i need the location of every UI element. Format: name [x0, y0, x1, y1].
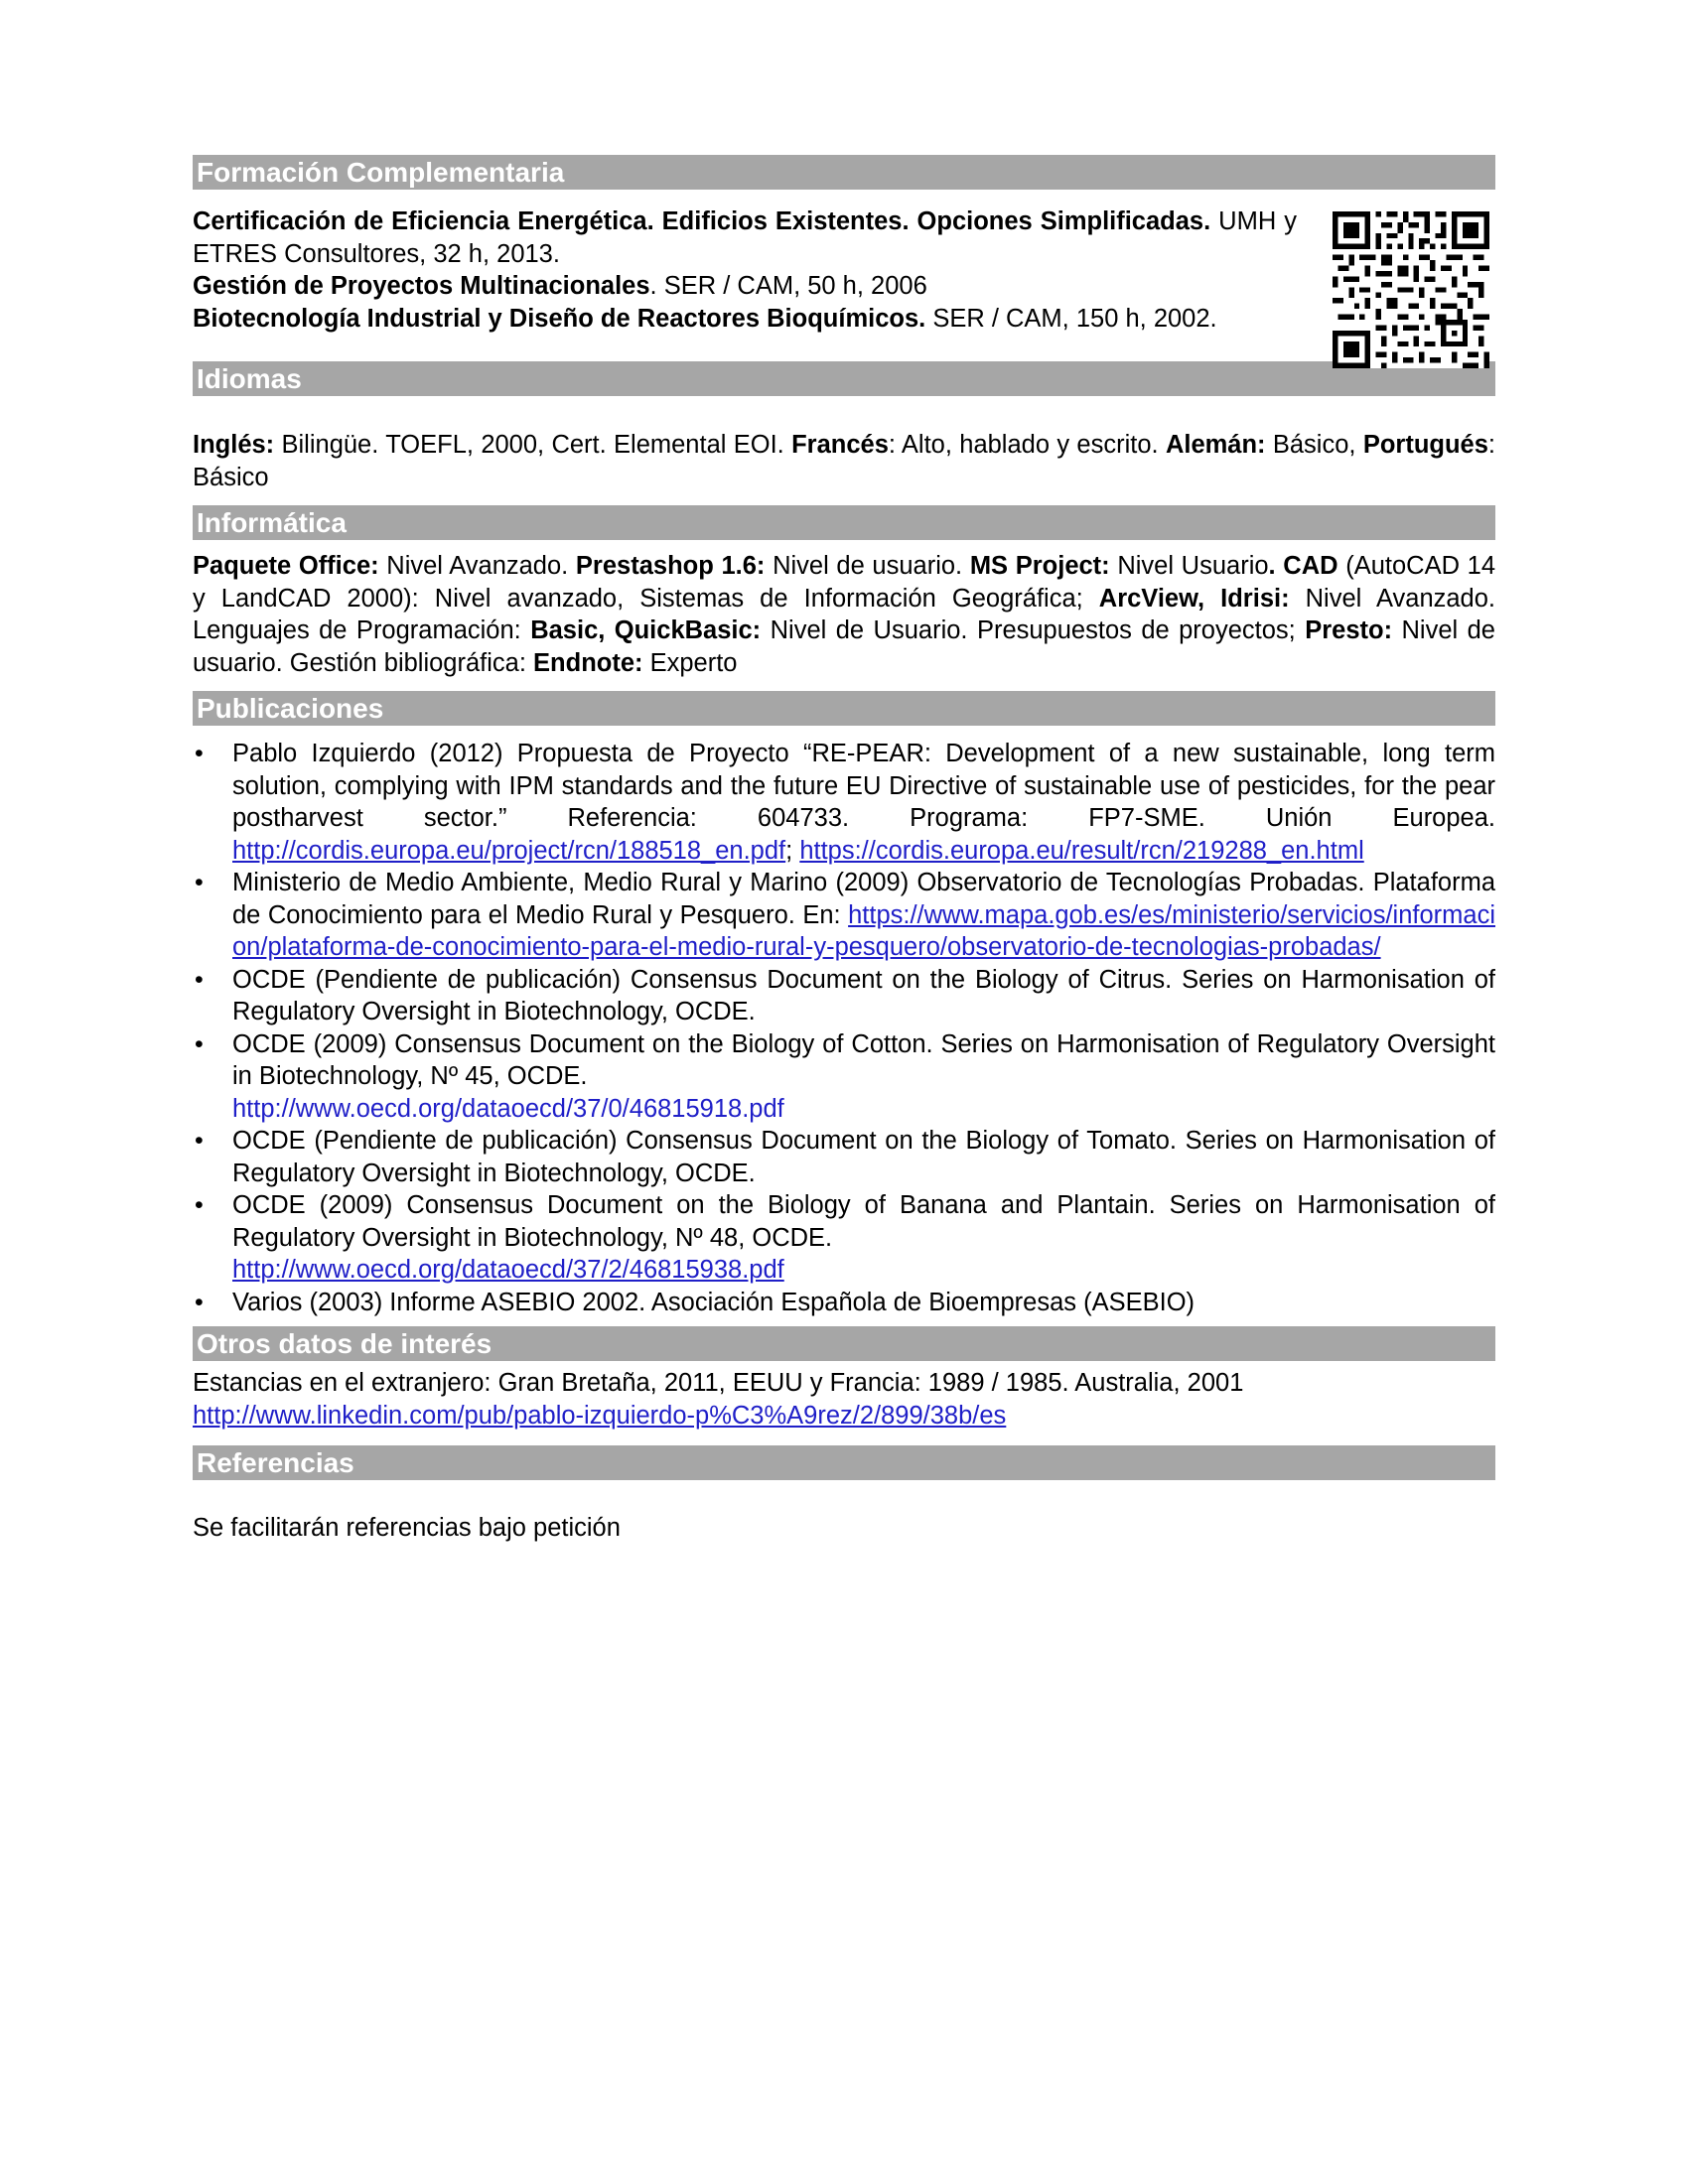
publications-list [193, 738, 1495, 1318]
skill-level: Nivel de usuario. [765, 552, 970, 580]
publication-link[interactable]: http://www.oecd.org/dataoecd/37/0/46815918.pdf [232, 1094, 784, 1123]
list-item [193, 1189, 1495, 1287]
list-item [193, 1287, 1495, 1319]
skill-level: Nivel de Usuario. Presupuestos de proyectos; [761, 616, 1306, 644]
skill-label: Endnote: [533, 648, 643, 677]
skill-label: Prestashop 1.6: [575, 552, 766, 580]
course-details: . SER / CAM, 50 h, 2006 [649, 272, 927, 300]
publication-text: OCDE (2009) Consensus Document on the Biology of Banana and Plantain. Series on Harmonisation of Regulatory Oversight in Biotechnology, Nº 48, OCDE. [232, 1191, 1495, 1252]
formacion-block [193, 205, 1495, 335]
section-header-otros: Otros datos de interés [193, 1326, 1495, 1361]
course-title: Biotecnología Industrial y Diseño de Reactores Bioquímicos. [193, 304, 926, 333]
skill-level: (AutoCAD 14 y LandCAD 2000): Nivel avanzado, Sistemas de Información Geográfica; [193, 552, 1496, 613]
list-item [193, 738, 1495, 867]
language-label: Portugués [1362, 431, 1488, 459]
section-header-publicaciones: Publicaciones [193, 691, 1495, 726]
publication-text: Ministerio de Medio Ambiente, Medio Rural y Marino (2009) Observatorio de Tecnologías Probadas. Plataforma de Conocimiento para el Medio Rural y Pesquero. En: [232, 869, 1495, 929]
skill-label: MS Project: [969, 552, 1110, 580]
section-header-formacion: Formación Complementaria [193, 155, 1495, 190]
skill-level: Nivel Avanzado. Lenguajes de Programación: [193, 584, 1496, 644]
skill-label: Paquete Office: [193, 552, 379, 580]
list-item [193, 964, 1495, 1028]
skill-label: Presto: [1305, 616, 1393, 644]
language-level: Bilingüe. TOEFL, 2000, Cert. Elemental EOI. [274, 431, 792, 459]
language-label: Francés [791, 431, 889, 459]
course-details: SER / CAM, 150 h, 2002. [925, 304, 1217, 333]
skill-level: Experto [642, 648, 738, 677]
language-level: : Básico [193, 431, 1496, 491]
list-item [193, 1028, 1495, 1126]
linkedin-link[interactable]: http://www.linkedin.com/pub/pablo-izquierdo-p%C3%A9rez/2/899/38b/es [193, 1401, 1007, 1430]
language-level: : Alto, hablado y escrito. [888, 431, 1166, 459]
course-title: Gestión de Proyectos Multinacionales [193, 272, 650, 300]
language-label: Inglés: [193, 431, 275, 459]
section-header-informatica: Informática [193, 505, 1495, 540]
link-separator: ; [785, 836, 800, 865]
publication-link[interactable]: http://cordis.europa.eu/project/rcn/188518_en.pdf [232, 836, 786, 865]
referencias-text: Se facilitarán referencias bajo petición [193, 1514, 621, 1542]
skill-level: Nivel Usuario [1109, 552, 1269, 580]
list-item [193, 867, 1495, 964]
skill-label: . CAD [1268, 552, 1338, 580]
course-title: Certificación de Eficiencia Energética. Edificios Existentes. Opciones Simplificadas. [193, 207, 1211, 235]
formacion-text [193, 205, 1297, 335]
skill-level: Nivel de usuario. Gestión bibliográfica: [193, 616, 1495, 677]
publication-text: Pablo Izquierdo (2012) Propuesta de Proyecto “RE-PEAR: Development of a new sustainable, long term solution, complying with IPM standards and the future EU Directive of sustainable use of pesticides, for the pear postharvest sector.” Referencia: 604733. Programa: FP7-SME. Unión Europea. [232, 740, 1495, 832]
idiomas-text [193, 429, 1495, 493]
document-page [193, 155, 1495, 1545]
language-label: Alemán: [1165, 431, 1266, 459]
skill-label: ArcView, Idrisi: [1098, 584, 1290, 613]
publication-text: OCDE (Pendiente de publicación) Consensus Document on the Biology of Citrus. Series on Harmonisation of Regulatory Oversight in Biotechnology, OCDE. [232, 965, 1495, 1025]
publication-text: OCDE (2009) Consensus Document on the Biology of Cotton. Series on Harmonisation of Regulatory Oversight in Biotechnology, Nº 45, OCDE. [232, 1029, 1495, 1090]
publication-text: Varios (2003) Informe ASEBIO 2002. Asociación Española de Bioempresas (ASEBIO) [232, 1288, 1196, 1316]
list-item [193, 1125, 1495, 1189]
otros-text [193, 1367, 1495, 1432]
section-header-referencias: Referencias [193, 1445, 1495, 1480]
qr-code-icon[interactable] [1333, 211, 1489, 368]
skill-level: Nivel Avanzado. [378, 552, 576, 580]
section-header-idiomas: Idiomas [193, 361, 1495, 396]
stays-abroad: Estancias en el extranjero: Gran Bretaña, 2011, EEUU y Francia: 1989 / 1985. Australia, 2001 [193, 1369, 1244, 1397]
informatica-text [193, 550, 1495, 679]
publication-link[interactable]: https://cordis.europa.eu/result/rcn/219288_en.html [799, 836, 1364, 865]
publication-link[interactable]: https://www.mapa.gob.es/es/ministerio/servicios/informacion/plataforma-de-conocimiento-para-el-medio-rural-y-pesquero/observatorio-de-tecnologias-probadas/ [232, 900, 1495, 961]
course-details: UMH y ETRES Consultores, 32 h, 2013. [193, 207, 1297, 268]
skill-label: Basic, QuickBasic: [530, 616, 762, 644]
language-level: Básico, [1265, 431, 1363, 459]
publication-link[interactable]: http://www.oecd.org/dataoecd/37/2/46815938.pdf [232, 1256, 784, 1284]
publication-text: OCDE (Pendiente de publicación) Consensus Document on the Biology of Tomato. Series on Harmonisation of Regulatory Oversight in Biotechnology, OCDE. [232, 1127, 1495, 1187]
